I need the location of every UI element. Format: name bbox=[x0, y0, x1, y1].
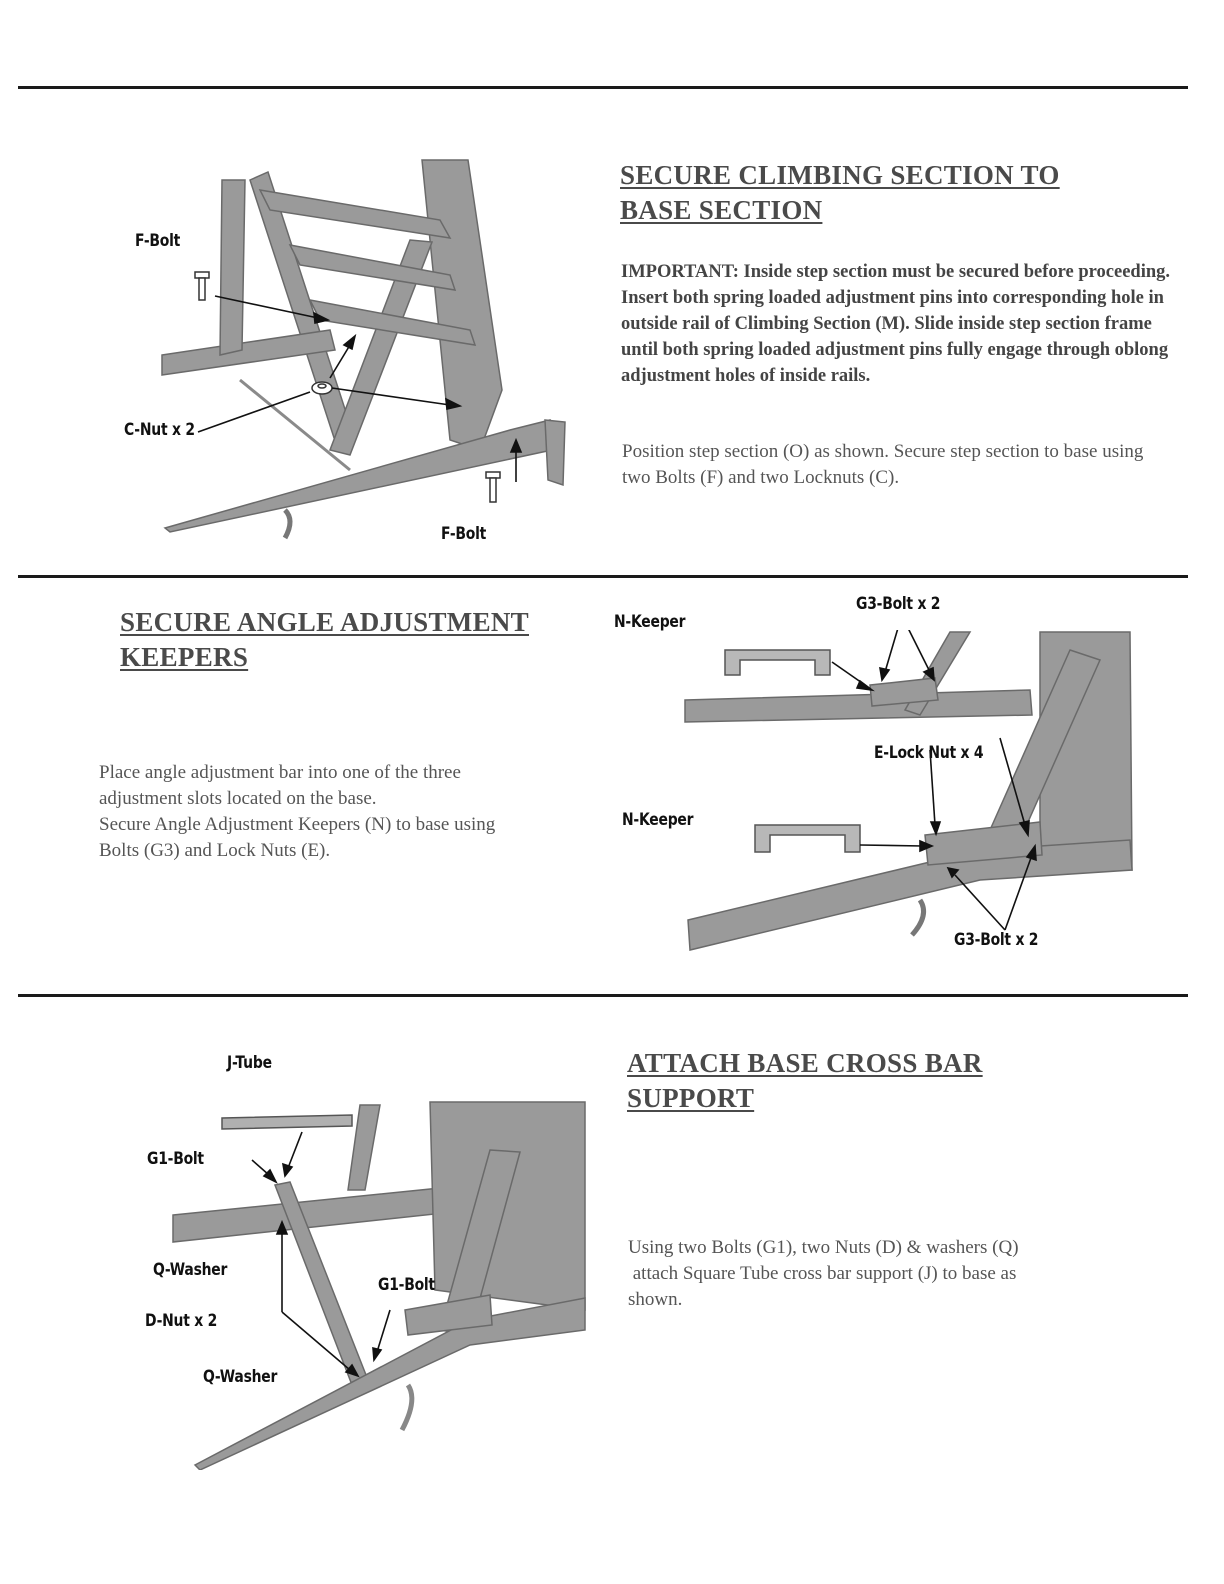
nut-icon bbox=[312, 382, 332, 394]
divider-top bbox=[18, 86, 1188, 89]
label-f-bolt-bottom: F-Bolt bbox=[441, 524, 487, 544]
section-title: SECURE CLIMBING SECTION TO BASE SECTION bbox=[620, 160, 1060, 225]
label-d-nut: D-Nut x 2 bbox=[145, 1311, 218, 1331]
bolt-icon bbox=[486, 472, 500, 502]
important-note: IMPORTANT: Inside step section must be secured before proceeding. Insert both spring loaded adjustment pins into corresponding hole in outside rail of Climbing Section (M). Slide inside step section frame until both spring loaded adjustment pins fully engage through oblong adjustment holes of inside rails. bbox=[621, 262, 1171, 386]
label-q-washer-bottom: Q-Washer bbox=[203, 1367, 278, 1387]
label-c-nut: C-Nut x 2 bbox=[124, 420, 195, 440]
label-n-keeper-bottom: N-Keeper bbox=[622, 810, 694, 830]
label-q-washer-top: Q-Washer bbox=[153, 1260, 228, 1280]
label-g3-bolt-bottom: G3-Bolt x 2 bbox=[954, 930, 1039, 950]
divider-1 bbox=[18, 575, 1188, 578]
label-g3-bolt-top: G3-Bolt x 2 bbox=[856, 594, 941, 614]
label-g1-bolt-mid: G1-Bolt bbox=[378, 1275, 435, 1295]
instruction-text: Place angle adjustment bar into one of the three adjustment slots located on the base. Secure Angle Adjustment Keepers (N) to base using Bolts (G3) and Lock Nuts (E). bbox=[99, 762, 496, 861]
climbing-section-diagram bbox=[150, 150, 580, 550]
label-j-tube: J-Tube bbox=[227, 1053, 272, 1073]
bolt-icon bbox=[195, 272, 209, 300]
label-f-bolt-top: F-Bolt bbox=[135, 231, 181, 251]
section-title: ATTACH BASE CROSS BAR SUPPORT bbox=[627, 1048, 983, 1113]
divider-2 bbox=[18, 994, 1188, 997]
angle-keeper-diagram bbox=[680, 630, 1140, 960]
label-n-keeper-top: N-Keeper bbox=[614, 612, 686, 632]
instruction-text: Position step section (O) as shown. Secure step section to base using two Bolts (F) and two Locknuts (C). bbox=[622, 441, 1144, 488]
instruction-text: Using two Bolts (G1), two Nuts (D) & washers (Q) attach Square Tube cross bar support (J) to base as shown. bbox=[628, 1237, 1019, 1310]
label-e-lock-nut: E-Lock Nut x 4 bbox=[874, 743, 984, 763]
label-g1-bolt-top: G1-Bolt bbox=[147, 1149, 204, 1169]
section-title: SECURE ANGLE ADJUSTMENT KEEPERS bbox=[120, 607, 529, 672]
